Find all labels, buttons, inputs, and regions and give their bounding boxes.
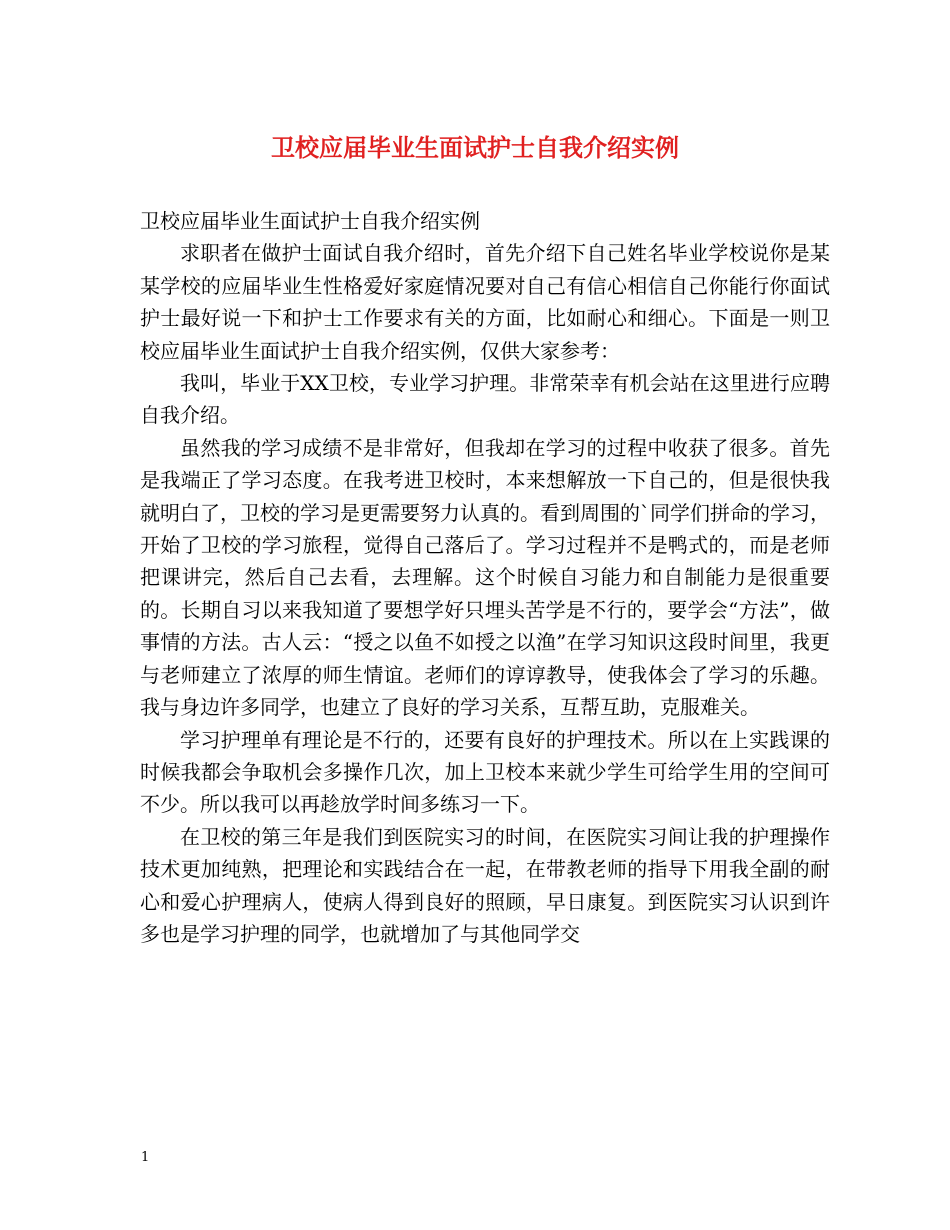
paragraph: 求职者在做护士面试自我介绍时，首先介绍下自己姓名毕业学校说你是某某学校的应届毕业生性格爱好家庭情况要对自己有信心相信自己你能行你面试护士最好说一下和护士工作要求有关的方面，比如耐心和细心。下面是一则卫校应届毕业生面试护士自我介绍实例，仅供大家参考： [140, 241, 830, 363]
document-body [140, 205, 830, 950]
document-title: 卫校应届毕业生面试护士自我介绍实例 [271, 133, 679, 162]
paragraph: 在卫校的第三年是我们到医院实习的时间，在医院实习间让我的护理操作技术更加纯熟，把理论和实践结合在一起，在带教老师的指导下用我全副的耐心和爱心护理病人，使病人得到良好的照顾，早日康复。到医院实习认识到许多也是学习护理的同学，也就增加了与其他同学交 [140, 824, 830, 946]
paragraph: 虽然我的学习成绩不是非常好，但我却在学习的过程中收获了很多。首先是我端正了学习态度。在我考进卫校时，本来想解放一下自己的，但是很快我就明白了，卫校的学习是更需要努力认真的。看到周围的`同学们拼命的学习，开始了卫校的学习旅程，觉得自己落后了。学习过程并不是鸭式的，而是老师把课讲完，然后自己去看，去理解。这个时候自习能力和自制能力是很重要的。长期自习以来我知道了要想学好只埋头苦学是不行的，要学会“方法”，做事情的方法。古人云：“授之以鱼不如授之以渔”在学习知识这段时间里，我更与老师建立了浓厚的师生情谊。老师们的谆谆教导，使我体会了学习的乐趣。我与身边许多同学，也建立了良好的学习关系，互帮互助，克服难关。 [140, 435, 830, 720]
paragraph: 学习护理单有理论是不行的，还要有良好的护理技术。所以在上实践课的时候我都会争取机会多操作几次，加上卫校本来就少学生可给学生用的空间可不少。所以我可以再趁放学时间多练习一下。 [140, 727, 830, 817]
page-number: 1 [141, 1150, 150, 1165]
document-subtitle: 卫校应届毕业生面试护士自我介绍实例 [140, 209, 480, 233]
paragraph: 我叫，毕业于XX卫校，专业学习护理。非常荣幸有机会站在这里进行应聘自我介绍。 [140, 371, 830, 428]
